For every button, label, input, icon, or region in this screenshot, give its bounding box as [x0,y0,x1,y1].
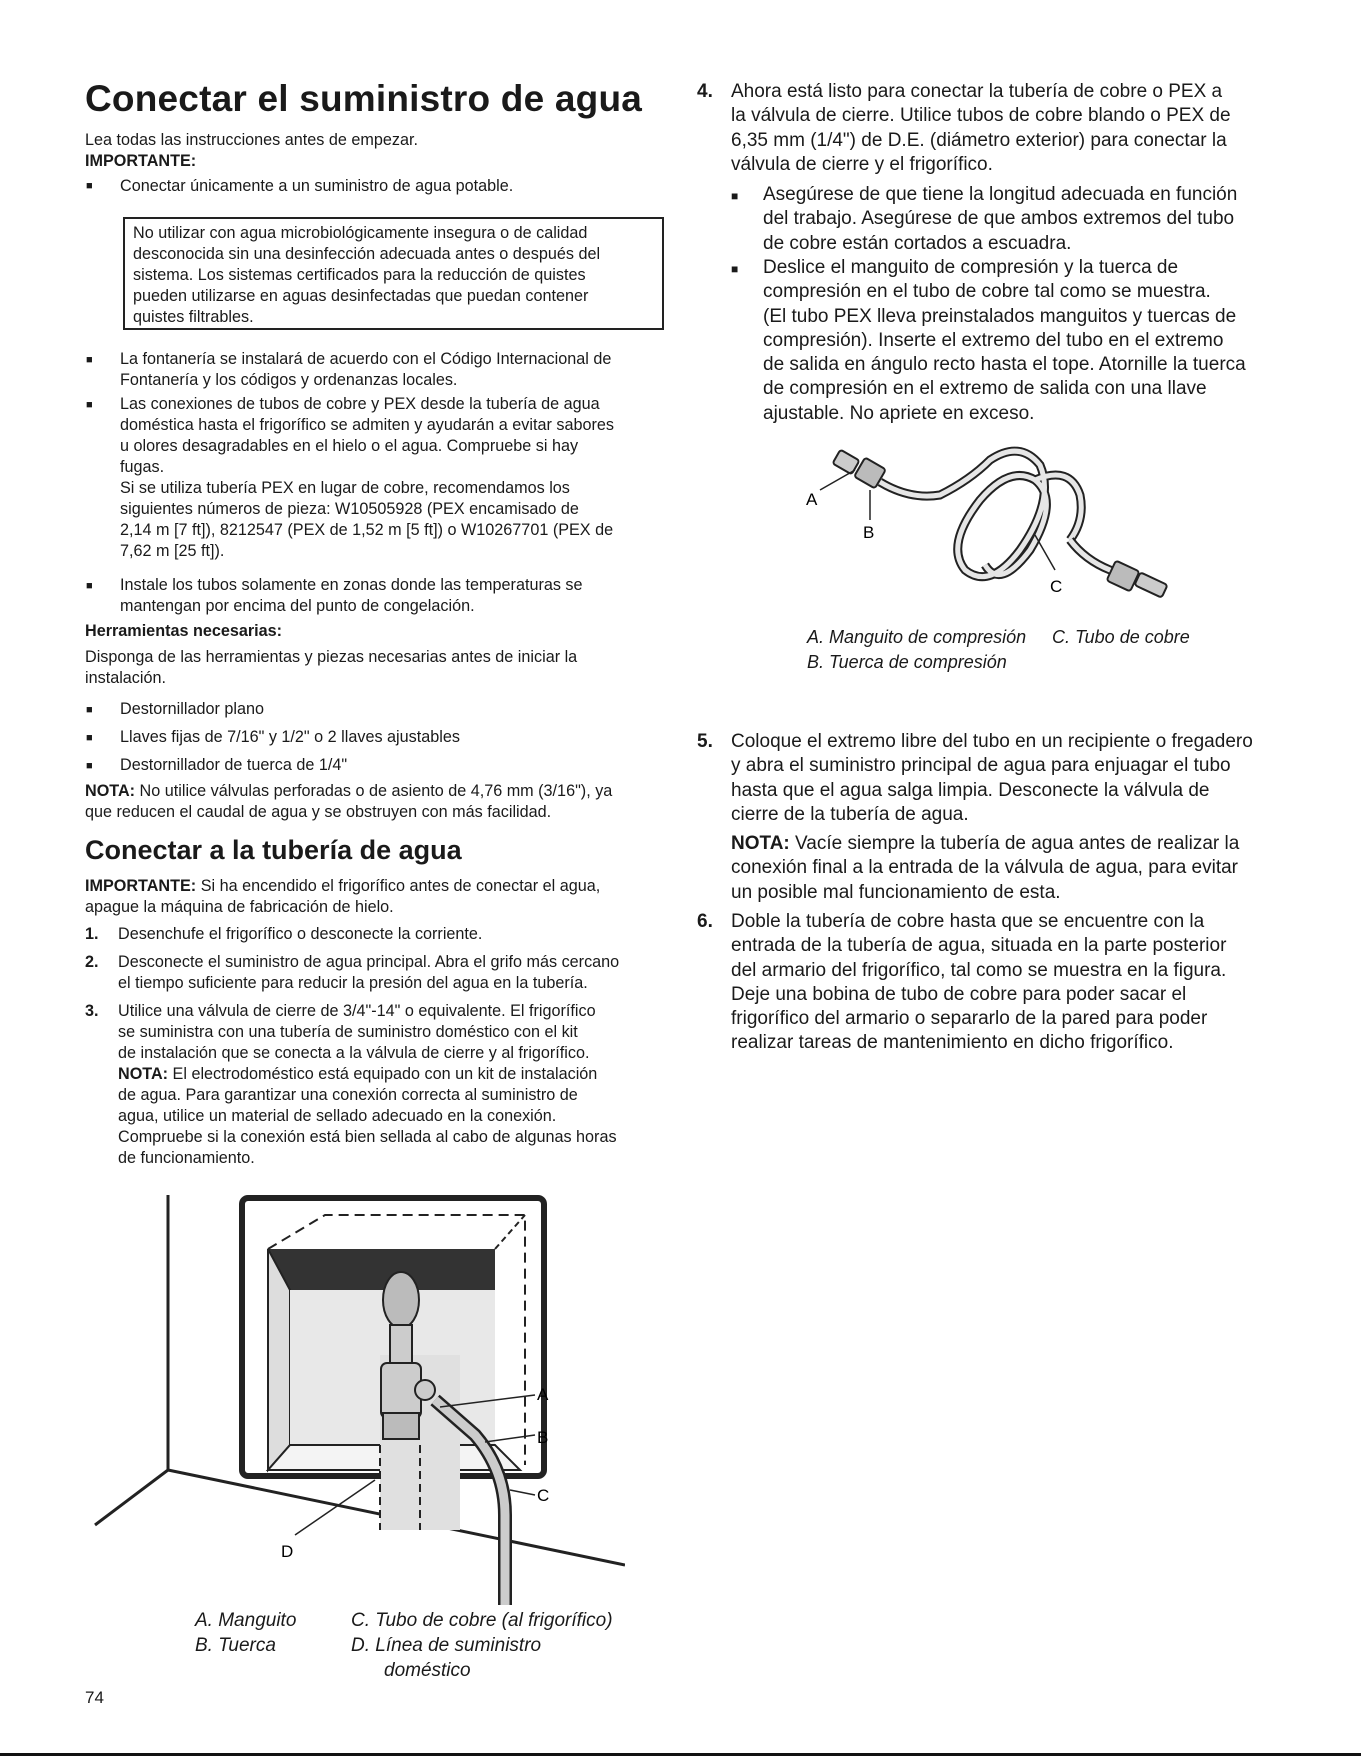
bullet-icon: ■ [86,760,93,772]
bullet-icon: ■ [86,704,93,716]
step-text: Ahora está listo para conectar la tubería de cobre o PEX a la válvula de cierre. Utilice tubos de cobre blando o PEX de 6,35 mm (1/4") de D.E. (diámetro exterior) para conectar la válvula de cierre y el frigorífico. [731,81,1231,175]
caption-c: C. Tubo de cobre [1052,627,1190,647]
caption-b: B. Tuerca [195,1635,276,1656]
fig-label-c: C [537,1486,550,1505]
bullet-icon: ■ [86,732,93,744]
step-text: Coloque el extremo libre del tubo en un recipiente o fregadero y abra el suministro principal de agua para enjuagar el tubo hasta que el agua salga limpia. Desconecte la válvula de cierre de la tubería de agua. [731,731,1253,825]
page-number: 74 [85,1688,104,1707]
box-line: No utilizar con agua microbiológicamente insegura o de calidad [133,224,588,242]
fig-label-c: C [1050,577,1063,596]
page-title: Conectar el suministro de agua [85,78,643,119]
step-number: 2. [85,953,99,971]
caption-c: C. Tubo de cobre (al frigorífico) [351,1610,613,1631]
intro-text: Lea todas las instrucciones antes de empezar. [85,131,418,149]
step-text: Utilice una válvula de cierre de 3/4"-14" o equivalente. El frigorífico se suministra con una tubería de suministro doméstico con el kit de instalación que se conecta a la válvula de cierre y al frigorífico. NOTA: El electrodoméstico está equipado con un kit de instalación de agua. Para garantizar una conexión correcta al suministro de agua, utilice un material de sellado adecuado en la conexión. Compruebe si la conexión está bien sellada al cabo de algunas horas de funcionamiento. [118,1002,617,1167]
box-line: quistes filtrables. [133,308,254,326]
bullet-icon: ■ [86,399,93,411]
fig-label-b: B [537,1428,549,1447]
fig-label-b: B [863,523,875,542]
note-text: NOTA: Vacíe siempre la tubería de agua antes de realizar la conexión final a la entrada de la válvula de agua, para evitar un posible mal funcionamiento de esta. [731,833,1240,903]
warning-box [123,217,664,330]
caption-a: A. Manguito de compresión [807,627,1027,647]
tool-item: Destornillador de tuerca de 1/4" [120,756,348,774]
tool-item: Destornillador plano [120,700,264,718]
step-text: Desenchufe el frigorífico o desconecte la corriente. [118,925,483,943]
bullet-text: Asegúrese de que tiene la longitud adecuada en función del trabajo. Asegúrese de que ambos extremos del tubo de cobre están cortados a escuadra. [763,184,1238,254]
bullet-text: Instale los tubos solamente en zonas donde las temperaturas se mantengan por encima del punto de congelación. [120,576,583,615]
section-subtitle: Conectar a la tubería de agua [85,835,462,865]
bottom-rule [0,1753,1361,1756]
step-number: 1. [85,925,99,943]
step-number: 6. [697,911,713,932]
tools-intro: Disponga de las herramientas y piezas necesarias antes de iniciar la instalación. [85,648,578,687]
fig-label-d: D [281,1542,294,1561]
box-line: sistema. Los sistemas certificados para la reducción de quistes [133,266,586,284]
copper-tube-figure [800,440,1190,610]
bullet-text: Deslice el manguito de compresión y la tuerca de compresión en el tubo de cobre tal como se muestra. (El tubo PEX lleva preinstalados manguitos y tuercas de compresión). Inserte el extremo del tubo en el extremo de salida en ángulo recto hasta el tope. Atornille la tuerca de compresión en el extremo de salida con una llave ajustable. No apriete en exceso. [763,257,1246,424]
step-text: Doble la tubería de cobre hasta que se encuentre con la entrada de la tubería de agua, situada en la parte posterior del armario del frigorífico, tal como se muestra en la figura. Deje una bobina de tubo de cobre para poder sacar el frigorífico del armario o separarlo de la pared para poder realizar tareas de mantenimiento en dicho frigorífico. [731,911,1227,1054]
bullet-text: Conectar únicamente a un suministro de agua potable. [120,177,514,195]
tools-heading: Herramientas necesarias: [85,622,283,640]
caption-d2: doméstico [384,1660,471,1681]
box-line: desconocida sin una desinfección adecuada antes o después del [133,245,601,263]
caption-d: D. Línea de suministro [351,1635,542,1656]
bullet-icon: ■ [86,580,93,592]
bullet-icon: ■ [86,354,93,366]
fig-label-a: A [537,1385,549,1404]
important-label: IMPORTANTE: [85,152,197,170]
box-line: pueden utilizarse en aguas desinfectadas que puedan contener [133,287,589,305]
important-text: IMPORTANTE: Si ha encendido el frigorífico antes de conectar el agua, apague la máquina de fabricación de hielo. [85,877,601,916]
caption-b: B. Tuerca de compresión [807,652,1007,672]
step-number: 4. [697,81,713,102]
tool-item: Llaves fijas de 7/16" y 1/2" o 2 llaves ajustables [120,728,460,746]
note-text: NOTA: No utilice válvulas perforadas o de asiento de 4,76 mm (3/16"), ya que reducen el caudal de agua y se obstruyen con más facilidad. [85,782,613,821]
step-number: 3. [85,1002,99,1020]
bullet-icon: ■ [731,262,739,276]
bullet-text: La fontanería se instalará de acuerdo con el Código Internacional de Fontanería y los códigos y ordenanzas locales. [120,350,612,389]
fig-label-a: A [806,490,818,509]
bullet-icon: ■ [86,180,93,192]
bullet-text: Las conexiones de tubos de cobre y PEX desde la tubería de agua doméstica hasta el frigorífico se admiten y ayudarán a evitar sabores u olores desagradables en el hielo o el agua. Compruebe si hay fugas. Si se utiliza tubería PEX en lugar de cobre, recomendamos los siguientes números de pieza: W10505928 (PEX encamisado de 2,14 m [7 ft]), 8212547 (PEX de 1,52 m [5 ft]) o W10267701 (PEX de 7,62 m [25 ft]). [120,395,614,560]
valve-installation-figure [85,1185,625,1605]
step-number: 5. [697,731,713,752]
caption-a: A. Manguito [195,1610,297,1631]
bullet-icon: ■ [731,189,739,203]
step-text: Desconecte el suministro de agua principal. Abra el grifo más cercano el tiempo suficiente para reducir la presión del agua en la tubería. [118,953,620,992]
